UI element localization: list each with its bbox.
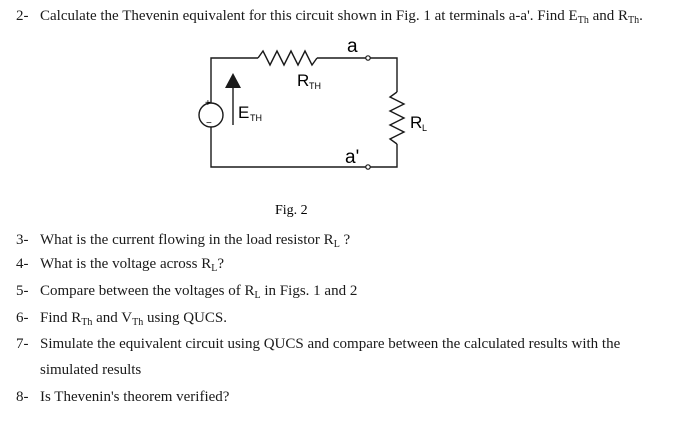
- question-5: 5- Compare between the voltages of $R_L$ in Figs. 1 and 2: [16, 283, 358, 301]
- rl-label: R: [410, 113, 423, 132]
- question-number: 2-: [16, 8, 29, 24]
- rth-sub: TH: [309, 81, 321, 91]
- question-number: 5-: [16, 283, 29, 299]
- eth-sub: TH: [250, 113, 262, 123]
- question-number: 7-: [16, 336, 29, 352]
- rl-sub: L: [422, 123, 428, 133]
- question-number: 6-: [16, 310, 29, 326]
- rth-label: R: [297, 71, 310, 90]
- resistor-rl: [390, 92, 404, 144]
- terminal-a-prime: [366, 165, 370, 169]
- wire-right-top: [370, 58, 397, 92]
- question-6: 6- Find $R_{Th}$ and $V_{Th}$ using QUCS.: [16, 310, 227, 328]
- plus-label: +: [205, 98, 211, 109]
- question-4: 4- What is the voltage across $R_L$?: [16, 256, 224, 274]
- question-7: [16, 336, 620, 353]
- question-text: Calculate the Thevenin equivalent for this circuit shown in Fig. 1 at terminals a-a'. Find E: [40, 8, 578, 24]
- figure-caption: Fig. 2: [275, 203, 308, 218]
- wire-bottom: [211, 127, 366, 167]
- question-3: 3- What is the current flowing in the load resistor $R_L$ ?: [16, 232, 351, 250]
- question-7-continuation: [40, 362, 141, 379]
- eth-label: E: [238, 103, 250, 122]
- question-text: What is the voltage across R: [40, 256, 212, 272]
- question-number: 8-: [16, 389, 29, 405]
- question-2: 2- Calculate the Thevenin equivalent for this circuit shown in Fig. 1 at terminals a-a'. Find $E_{Th}$ and $R_{Th}$.: [16, 8, 643, 26]
- terminal-a-prime-label: a': [345, 147, 360, 168]
- question-text: What is the current flowing in the load resistor R: [40, 232, 334, 248]
- arrow-up-icon: [225, 73, 241, 88]
- minus-label: −: [206, 118, 212, 129]
- question-text: Compare between the voltages of R: [40, 283, 255, 299]
- wire-right-bottom: [370, 144, 397, 167]
- terminal-a-label: a: [347, 36, 358, 57]
- question-text: simulated results: [40, 362, 142, 378]
- question-text: Simulate the equivalent circuit using QUCS and compare between the calculated results with the: [40, 336, 621, 352]
- question-text: Is Thevenin's theorem verified?: [40, 389, 230, 405]
- resistor-rth: [258, 51, 317, 65]
- terminal-a: [366, 56, 370, 60]
- question-8: [16, 389, 229, 406]
- question-number: 3-: [16, 232, 29, 248]
- question-number: 4-: [16, 256, 29, 272]
- question-text: Find R: [40, 310, 82, 326]
